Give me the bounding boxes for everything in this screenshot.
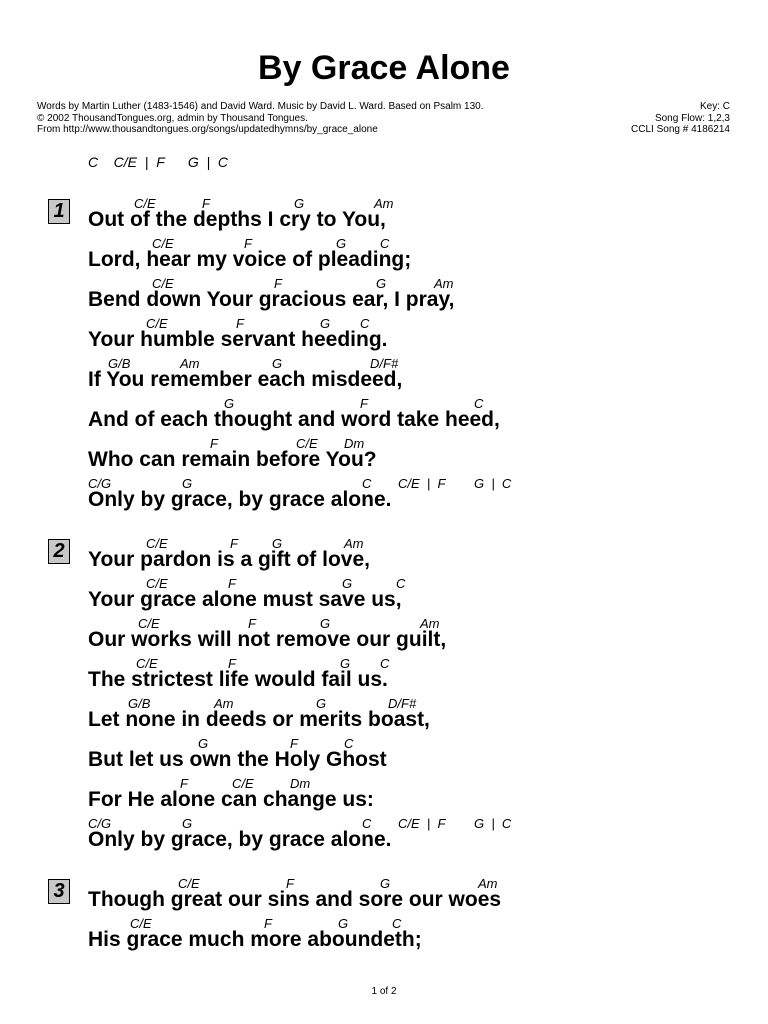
chord: C/E — [146, 536, 168, 551]
lyric-line: But let us own the Holy Ghost — [88, 748, 387, 771]
chord: C/G — [88, 816, 112, 831]
chord: G | C — [474, 476, 512, 491]
chord: C/E — [136, 656, 158, 671]
chord: C/E — [232, 776, 254, 791]
chord: C/E — [138, 616, 160, 631]
chord: Am — [374, 196, 394, 211]
chord: G — [320, 616, 331, 631]
chord: C — [344, 736, 354, 751]
chord: C/E — [146, 316, 168, 331]
chord: F — [244, 236, 252, 251]
chord: Am — [420, 616, 440, 631]
lyric-line: Who can remain before You? — [88, 448, 377, 471]
chord: C — [380, 236, 390, 251]
chord: F — [180, 776, 188, 791]
lyric-line: And of each thought and word take heed, — [88, 408, 500, 431]
ccli-info: CCLI Song # 4186214 — [631, 124, 730, 135]
lyric-line: Only by grace, by grace alone. — [88, 828, 392, 851]
lyric-line: Bend down Your gracious ear, I pray, — [88, 288, 455, 311]
chord: Dm — [344, 436, 365, 451]
chord: G — [272, 536, 283, 551]
lyric-line: Though great our sins and sore our woes — [88, 888, 502, 911]
lyric-line: If You remember each misdeed, — [88, 368, 403, 391]
chord: Am — [214, 696, 234, 711]
chord: G | C — [474, 816, 512, 831]
chord: G — [182, 816, 193, 831]
credits-line: From http://www.thousandtongues.org/songs/updatedhymns/by_grace_alone — [37, 124, 378, 135]
chord: C — [360, 316, 370, 331]
chord: C — [362, 816, 372, 831]
chord: G — [342, 576, 353, 591]
chord: D/F# — [370, 356, 399, 371]
chord: G/B — [108, 356, 131, 371]
intro-chords: C C/E | F G | C — [88, 154, 229, 170]
chord: F — [274, 276, 282, 291]
chord: F — [264, 916, 272, 931]
chord: G/B — [128, 696, 151, 711]
chord: Am — [344, 536, 364, 551]
chord: F — [286, 876, 294, 891]
chord: F — [230, 536, 238, 551]
chord: C — [396, 576, 406, 591]
lyric-line: Let none in deeds or merits boast, — [88, 708, 430, 731]
chord: G — [380, 876, 391, 891]
verse-number-badge: 1 — [48, 199, 70, 224]
credits-block — [37, 101, 484, 136]
chord: G — [340, 656, 351, 671]
lyric-line: For He alone can change us: — [88, 788, 374, 811]
chord: C — [392, 916, 402, 931]
chord: Dm — [290, 776, 311, 791]
lyric-line: Only by grace, by grace alone. — [88, 488, 392, 511]
chord: C — [474, 396, 484, 411]
chord: G — [376, 276, 387, 291]
chord: G — [316, 696, 327, 711]
chord: Am — [434, 276, 454, 291]
chord: Am — [180, 356, 200, 371]
chord: C/E — [296, 436, 318, 451]
credits-line: © 2002 ThousandTongues.org, admin by Thousand Tongues. — [37, 112, 308, 124]
chord: F — [228, 656, 236, 671]
chord: C — [380, 656, 390, 671]
chord: G — [182, 476, 193, 491]
song-flow-info: Song Flow: 1,2,3 — [654, 112, 730, 124]
chord: F — [290, 736, 298, 751]
chord: D/F# — [388, 696, 417, 711]
chord: C/E — [146, 576, 168, 591]
song-title: By Grace Alone — [258, 49, 510, 87]
page-number: 1 of 2 — [371, 986, 397, 997]
chord: C/E — [152, 276, 174, 291]
chord: Am — [478, 876, 498, 891]
lyric-line: Out of the depths I cry to You, — [88, 208, 386, 231]
chord: C/G — [88, 476, 112, 491]
song-info-block — [631, 101, 730, 136]
chord: F — [360, 396, 368, 411]
chord: G — [198, 736, 209, 751]
chord: C/E — [134, 196, 156, 211]
chord: G — [336, 236, 347, 251]
chord: C — [362, 476, 372, 491]
chord: F — [202, 196, 210, 211]
credits-line: Words by Martin Luther (1483-1546) and David Ward. Music by David L. Ward. Based on Psalm 130. — [37, 101, 484, 112]
lyric-line: Your humble servant heeding. — [88, 328, 388, 351]
chord: G — [338, 916, 349, 931]
lyric-line: His grace much more aboundeth; — [88, 928, 422, 951]
chord: F — [236, 316, 244, 331]
lyric-line: Lord, hear my voice of pleading; — [88, 248, 412, 271]
chord: G — [294, 196, 305, 211]
chord: C/E — [178, 876, 200, 891]
chord: G — [224, 396, 235, 411]
chord: C/E — [152, 236, 174, 251]
verse-number-badge: 2 — [48, 539, 70, 564]
chord: F — [248, 616, 256, 631]
chord: F — [228, 576, 236, 591]
lyric-line: Our works will not remove our guilt, — [88, 628, 447, 651]
chord: C/E | F — [398, 476, 446, 491]
key-info: Key: C — [699, 101, 730, 112]
lyric-line: Your grace alone must save us, — [88, 588, 402, 611]
chord: G — [272, 356, 283, 371]
chord: C/E — [130, 916, 152, 931]
chord: C/E | F — [398, 816, 446, 831]
lyric-line: The strictest life would fail us. — [88, 668, 388, 691]
verse-number-badge: 3 — [48, 879, 70, 904]
chord: F — [210, 436, 218, 451]
chord: G — [320, 316, 331, 331]
lyric-line: Your pardon is a gift of love, — [88, 548, 370, 571]
